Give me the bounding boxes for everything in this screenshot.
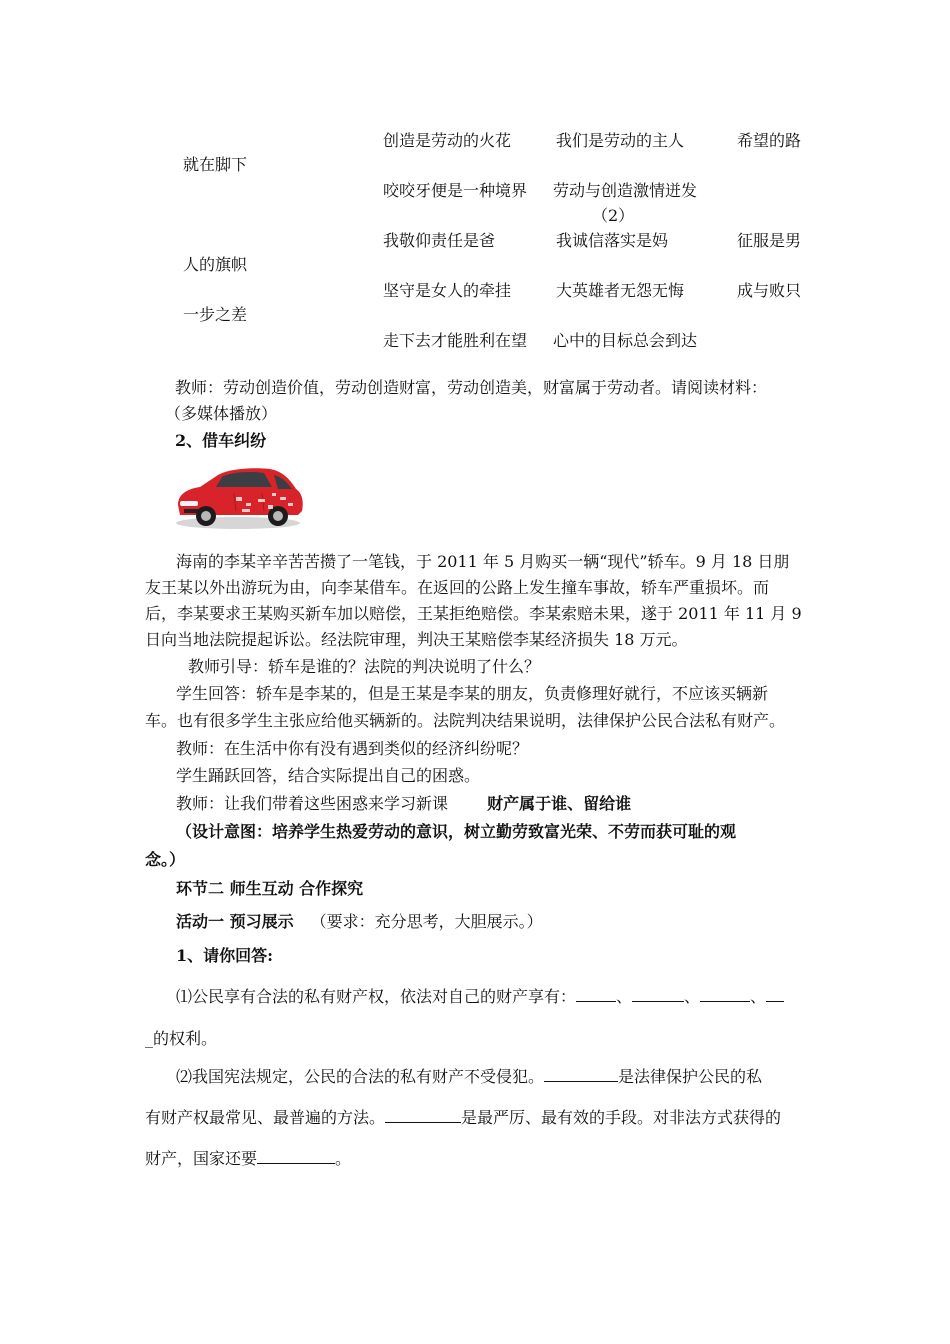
student-answer-2: 车。也有很多学生主张应给他买辆新的。法院判决结果说明，法律保护公民合法私有财产。: [145, 711, 786, 730]
q1-blank-3[interactable]: [700, 986, 750, 1002]
poem-line-1a: 创造是劳动的火花: [383, 131, 512, 150]
q2-blank-1[interactable]: [544, 1066, 618, 1082]
stage2-title: 环节二 师生互动 合作探究: [176, 879, 364, 898]
poem-line-3a: 我敬仰责任是爸: [383, 231, 496, 250]
section-title: 2、借车纠纷: [175, 431, 267, 450]
story-line-3: 后，李某要求王某购买新车加以赔偿，王某拒绝赔偿。李某索赔未果，遂于 2011 年 11 月 9: [145, 604, 802, 623]
poem-line-4b: 大英雄者无怨无悔: [556, 281, 685, 300]
q2-text-1: ⑵我国宪法规定，公民的合法的私有财产不受侵犯。: [176, 1067, 545, 1086]
teacher-intro: 教师：劳动创造价值，劳动创造财富，劳动创造美，财富属于劳动者。请阅读材料：: [175, 378, 768, 397]
teacher-guide: 教师引导：轿车是谁的？法院的判决说明了什么？: [188, 657, 541, 676]
poem-line-4a: 坚守是女人的牵挂: [383, 281, 512, 300]
activity1-line: [176, 909, 543, 932]
poem-line-1c: 希望的路: [737, 131, 802, 150]
q1-blank-4[interactable]: [766, 986, 784, 1002]
story-line-4: 日向当地法院提起诉讼。经法院审理，判决王某赔偿李某经济损失 18 万元。: [145, 630, 688, 649]
q1-blank-2[interactable]: [632, 986, 684, 1002]
design-intent-1: （设计意图：培养学生热爱劳动的意识，树立勤劳致富光荣、不劳而获可耻的观: [176, 822, 737, 841]
teacher-question: 教师：在生活中你有没有遇到类似的经济纠纷呢？: [176, 739, 529, 758]
question-2-line-1: [176, 1064, 762, 1087]
question-1-tail: _的权利。: [145, 1029, 218, 1048]
poem-line-4-cont: 一步之差: [183, 305, 248, 324]
q2-blank-2[interactable]: [385, 1107, 461, 1123]
question-1-text: ⑴公民享有合法的私有财产权，依法对自己的财产享有：: [176, 987, 577, 1006]
activity1-requirement: （要求：充分思考，大胆展示。）: [310, 912, 543, 931]
story-line-1: 海南的李某辛辛苦苦攒了一笔钱，于 2011 年 5 月购买一辆“现代”轿车。9 月 18 日朋: [176, 552, 790, 571]
student-answer-1: 学生回答：轿车是李某的，但是王某是李某的朋友，负责修理好就行，不应该买辆新: [176, 684, 769, 703]
poem-line-1b: 我们是劳动的主人: [556, 131, 685, 150]
q2-text-2: 是法律保护公民的私: [618, 1067, 763, 1086]
student-response: 学生踊跃回答，结合实际提出自己的困惑。: [176, 766, 481, 785]
activity1-title: 活动一 预习展示: [176, 912, 294, 931]
question-2-line-3: [145, 1146, 351, 1169]
poem-line-3c: 征服是男: [737, 231, 802, 250]
q1-blank-1[interactable]: [576, 986, 616, 1002]
story-line-2: 友王某以外出游玩为由，向李某借车。在返回的公路上发生撞车事故，轿车严重损坏。而: [145, 578, 770, 597]
q2-blank-3[interactable]: [257, 1148, 335, 1164]
q2-text-3: 有财产权最常见、最普遍的方法。: [145, 1108, 386, 1127]
poem-line-1-cont: 就在脚下: [183, 155, 248, 174]
q2-text-6: 。: [335, 1149, 352, 1168]
q2-text-5: 财产，国家还要: [145, 1149, 258, 1168]
q2-text-4: 是最严厉、最有效的手段。对非法方式获得的: [461, 1108, 782, 1127]
design-intent-2: 念。）: [145, 850, 186, 869]
poem-line-5a: 走下去才能胜利在望: [383, 331, 528, 350]
teacher-new-lesson-text: 教师：让我们带着这些困惑来学习新课: [176, 794, 449, 813]
lesson-title: 财产属于谁、留给谁: [487, 794, 632, 813]
poem-line-2a: 咬咬牙便是一种境界: [383, 181, 528, 200]
questions-header: 1、请你回答:: [176, 946, 274, 965]
multimedia-note: （多媒体播放）: [165, 404, 278, 423]
question-1: ⑴公民享有合法的私有财产权，依法对自己的财产享有： 、 、 、: [176, 984, 784, 1007]
teacher-new-lesson: [176, 791, 631, 814]
poem-line-2b: 劳动与创造激情迸发: [553, 181, 698, 200]
poem-line-4c: 成与败只: [737, 281, 802, 300]
poem-line-3b: 我诚信落实是妈: [556, 231, 669, 250]
poem-line-3-cont: 人的旗帜: [183, 255, 248, 274]
question-2-line-2: [145, 1105, 781, 1128]
poem-line-5b: 心中的目标总会到达: [553, 331, 698, 350]
red-car-image: [172, 453, 308, 533]
poem-line-2-sub: （2）: [592, 206, 635, 225]
